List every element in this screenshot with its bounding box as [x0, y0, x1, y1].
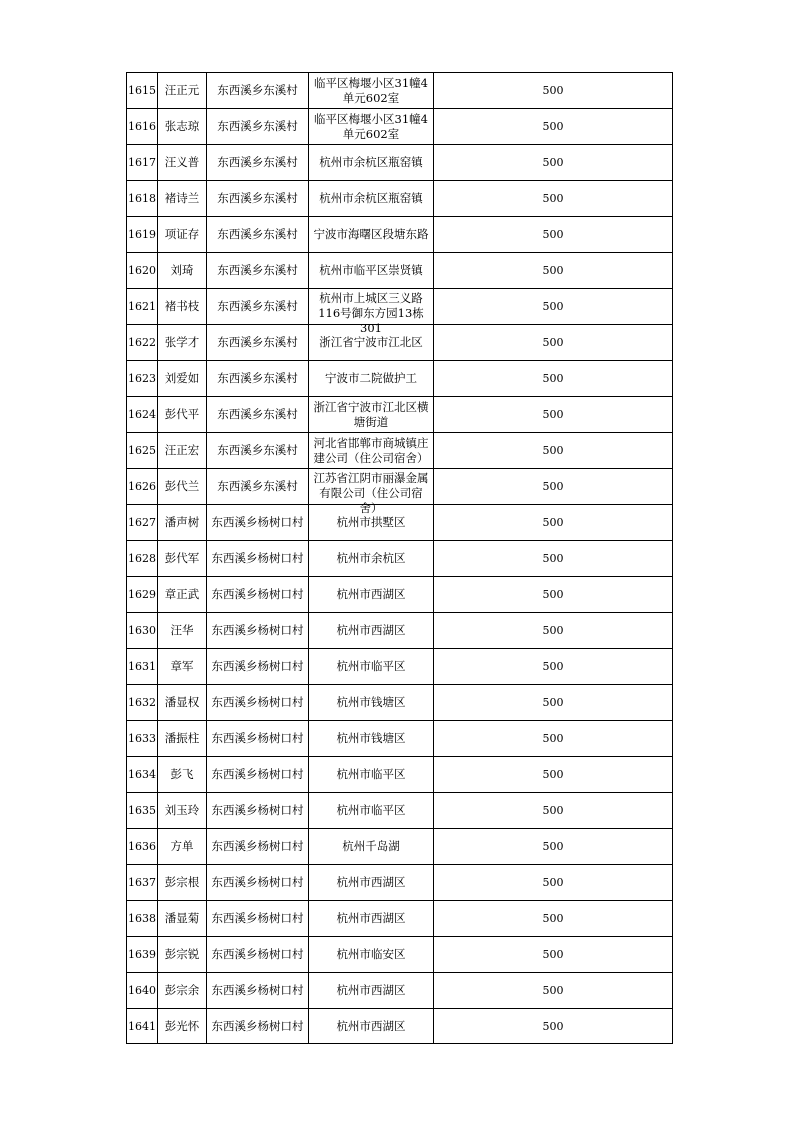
village-cell: 东西溪乡东溪村 [207, 109, 309, 145]
village-cell: 东西溪乡东溪村 [207, 325, 309, 361]
name-cell: 彭代平 [158, 397, 207, 433]
village-cell: 东西溪乡杨树口村 [207, 829, 309, 865]
name-cell: 汪正宏 [158, 433, 207, 469]
row-number-cell: 1628 [127, 541, 158, 577]
row-number-cell: 1640 [127, 973, 158, 1009]
address-text: 杭州市钱塘区 [336, 695, 406, 709]
table-row [127, 685, 673, 721]
row-number-cell: 1622 [127, 325, 158, 361]
row-number-cell: 1635 [127, 793, 158, 829]
table-row [127, 613, 673, 649]
village-cell: 东西溪乡杨树口村 [207, 1009, 309, 1044]
address-text: 杭州市西湖区 [336, 587, 406, 601]
amount-cell: 500 [434, 109, 673, 145]
amount-cell: 500 [434, 505, 673, 541]
row-number-cell: 1617 [127, 145, 158, 181]
name-cell: 汪华 [158, 613, 207, 649]
amount-cell: 500 [434, 937, 673, 973]
row-number-cell: 1634 [127, 757, 158, 793]
village-cell: 东西溪乡东溪村 [207, 361, 309, 397]
village-cell: 东西溪乡东溪村 [207, 289, 309, 325]
address-cell [309, 901, 434, 937]
address-cell [309, 577, 434, 613]
name-cell: 潘显菊 [158, 901, 207, 937]
name-cell: 潘声树 [158, 505, 207, 541]
address-text: 杭州市临平区 [336, 659, 406, 673]
name-cell: 彭宗锐 [158, 937, 207, 973]
row-number-cell: 1632 [127, 685, 158, 721]
address-cell [309, 361, 434, 397]
row-number-cell: 1623 [127, 361, 158, 397]
name-cell: 刘爱如 [158, 361, 207, 397]
amount-cell: 500 [434, 577, 673, 613]
address-cell [309, 253, 434, 289]
name-cell: 张学才 [158, 325, 207, 361]
table-row [127, 433, 673, 469]
name-cell: 彭光怀 [158, 1009, 207, 1044]
amount-cell: 500 [434, 289, 673, 325]
village-cell: 东西溪乡杨树口村 [207, 973, 309, 1009]
village-cell: 东西溪乡杨树口村 [207, 901, 309, 937]
amount-cell: 500 [434, 685, 673, 721]
name-cell: 刘玉玲 [158, 793, 207, 829]
table-row [127, 73, 673, 109]
address-text: 杭州市西湖区 [336, 875, 406, 889]
row-number-cell: 1641 [127, 1009, 158, 1044]
amount-cell: 500 [434, 865, 673, 901]
amount-cell: 500 [434, 613, 673, 649]
address-text: 杭州市临平区崇贤镇 [319, 263, 423, 277]
address-cell [309, 973, 434, 1009]
village-cell: 东西溪乡东溪村 [207, 253, 309, 289]
table-row [127, 937, 673, 973]
row-number-cell: 1631 [127, 649, 158, 685]
address-text: 杭州市钱塘区 [336, 731, 406, 745]
table-row [127, 181, 673, 217]
village-cell: 东西溪乡杨树口村 [207, 577, 309, 613]
address-cell [309, 829, 434, 865]
table-row [127, 361, 673, 397]
name-cell: 汪正元 [158, 73, 207, 109]
name-cell: 项证存 [158, 217, 207, 253]
subsidy-table [126, 72, 673, 1044]
amount-cell: 500 [434, 901, 673, 937]
address-cell [309, 541, 434, 577]
name-cell: 方单 [158, 829, 207, 865]
address-cell [309, 469, 434, 515]
table-row [127, 757, 673, 793]
address-text: 浙江省宁波市江北区横塘街道 [313, 399, 429, 429]
address-text: 杭州市西湖区 [336, 911, 406, 925]
village-cell: 东西溪乡东溪村 [207, 181, 309, 217]
amount-cell: 500 [434, 145, 673, 181]
name-cell: 褚书枝 [158, 289, 207, 325]
address-text: 杭州市西湖区 [336, 623, 406, 637]
row-number-cell: 1638 [127, 901, 158, 937]
amount-cell: 500 [434, 829, 673, 865]
address-text: 杭州市临平区 [336, 803, 406, 817]
name-cell: 彭飞 [158, 757, 207, 793]
amount-cell: 500 [434, 757, 673, 793]
name-cell: 章正武 [158, 577, 207, 613]
row-number-cell: 1618 [127, 181, 158, 217]
row-number-cell: 1637 [127, 865, 158, 901]
village-cell: 东西溪乡杨树口村 [207, 865, 309, 901]
table-row [127, 829, 673, 865]
ledger-sheet [126, 72, 673, 1044]
row-number-cell: 1619 [127, 217, 158, 253]
village-cell: 东西溪乡东溪村 [207, 397, 309, 433]
amount-cell: 500 [434, 793, 673, 829]
amount-cell: 500 [434, 181, 673, 217]
table-body [127, 73, 673, 1044]
amount-cell: 500 [434, 649, 673, 685]
address-text: 杭州市临安区 [336, 947, 406, 961]
address-text: 杭州千岛湖 [342, 839, 400, 853]
address-cell [309, 793, 434, 829]
table-row [127, 217, 673, 253]
village-cell: 东西溪乡杨树口村 [207, 757, 309, 793]
address-cell [309, 397, 434, 433]
row-number-cell: 1630 [127, 613, 158, 649]
row-number-cell: 1616 [127, 109, 158, 145]
name-cell: 彭宗根 [158, 865, 207, 901]
address-text: 浙江省宁波市江北区 [319, 335, 423, 349]
name-cell: 汪义普 [158, 145, 207, 181]
name-cell: 彭代军 [158, 541, 207, 577]
address-cell [309, 217, 434, 253]
amount-cell: 500 [434, 541, 673, 577]
amount-cell: 500 [434, 721, 673, 757]
village-cell: 东西溪乡东溪村 [207, 469, 309, 505]
table-row [127, 649, 673, 685]
village-cell: 东西溪乡东溪村 [207, 73, 309, 109]
amount-cell: 500 [434, 253, 673, 289]
address-text: 宁波市二院做护工 [325, 371, 417, 385]
address-cell [309, 649, 434, 685]
address-text: 杭州市拱墅区 [336, 515, 406, 529]
village-cell: 东西溪乡东溪村 [207, 433, 309, 469]
name-cell: 彭宗余 [158, 973, 207, 1009]
row-number-cell: 1624 [127, 397, 158, 433]
name-cell: 章军 [158, 649, 207, 685]
address-text: 临平区梅堰小区31幢4单元602室 [314, 75, 428, 105]
address-text: 江苏省江阴市丽瀑金属有限公司（住公司宿舍） [313, 470, 429, 515]
row-number-cell: 1633 [127, 721, 158, 757]
village-cell: 东西溪乡杨树口村 [207, 541, 309, 577]
name-cell: 张志琼 [158, 109, 207, 145]
amount-cell: 500 [434, 973, 673, 1009]
amount-cell: 500 [434, 469, 673, 505]
village-cell: 东西溪乡东溪村 [207, 145, 309, 181]
address-cell [309, 685, 434, 721]
table-row [127, 577, 673, 613]
row-number-cell: 1627 [127, 505, 158, 541]
address-text: 杭州市临平区 [336, 767, 406, 781]
table-row [127, 253, 673, 289]
table-row [127, 541, 673, 577]
address-cell [309, 145, 434, 181]
amount-cell: 500 [434, 217, 673, 253]
village-cell: 东西溪乡东溪村 [207, 217, 309, 253]
table-row [127, 289, 673, 325]
village-cell: 东西溪乡杨树口村 [207, 937, 309, 973]
address-cell [309, 73, 434, 109]
amount-cell: 500 [434, 1009, 673, 1044]
table-row [127, 901, 673, 937]
table-row [127, 505, 673, 541]
amount-cell: 500 [434, 397, 673, 433]
amount-cell: 500 [434, 73, 673, 109]
address-cell [309, 109, 434, 145]
amount-cell: 500 [434, 361, 673, 397]
row-number-cell: 1636 [127, 829, 158, 865]
table-row [127, 397, 673, 433]
name-cell: 刘琦 [158, 253, 207, 289]
row-number-cell: 1615 [127, 73, 158, 109]
address-text: 杭州市余杭区瓶窑镇 [319, 191, 423, 205]
village-cell: 东西溪乡杨树口村 [207, 793, 309, 829]
address-text: 河北省邯郸市商城镇庄建公司（住公司宿舍） [313, 435, 429, 465]
address-text: 杭州市西湖区 [336, 1018, 406, 1033]
address-text: 临平区梅堰小区31幢4单元602室 [314, 111, 428, 141]
table-row [127, 145, 673, 181]
address-cell [309, 865, 434, 901]
village-cell: 东西溪乡杨树口村 [207, 649, 309, 685]
address-cell [309, 433, 434, 469]
address-cell [309, 181, 434, 217]
row-number-cell: 1626 [127, 469, 158, 505]
row-number-cell: 1621 [127, 289, 158, 325]
address-cell [309, 613, 434, 649]
name-cell: 彭代兰 [158, 469, 207, 505]
address-cell [309, 1009, 434, 1044]
table-row [127, 325, 673, 361]
table-row [127, 469, 673, 505]
table-row [127, 721, 673, 757]
table-row [127, 973, 673, 1009]
table-row [127, 793, 673, 829]
address-text: 杭州市西湖区 [336, 983, 406, 997]
row-number-cell: 1625 [127, 433, 158, 469]
name-cell: 潘振柱 [158, 721, 207, 757]
name-cell: 潘显权 [158, 685, 207, 721]
village-cell: 东西溪乡杨树口村 [207, 505, 309, 541]
table-row [127, 1009, 673, 1044]
row-number-cell: 1629 [127, 577, 158, 613]
name-cell: 褚诗兰 [158, 181, 207, 217]
row-number-cell: 1620 [127, 253, 158, 289]
address-text: 杭州市余杭区瓶窑镇 [319, 155, 423, 169]
address-text: 杭州市上城区三义路116号御东方园13栋301 [318, 290, 424, 335]
table-row [127, 865, 673, 901]
table-row [127, 109, 673, 145]
address-text: 杭州市余杭区 [336, 551, 406, 565]
address-cell [309, 289, 434, 335]
village-cell: 东西溪乡杨树口村 [207, 685, 309, 721]
village-cell: 东西溪乡杨树口村 [207, 613, 309, 649]
address-text: 宁波市海曙区段塘东路 [313, 227, 429, 241]
amount-cell: 500 [434, 433, 673, 469]
address-cell [309, 721, 434, 757]
address-cell [309, 757, 434, 793]
address-cell [309, 937, 434, 973]
amount-cell: 500 [434, 325, 673, 361]
row-number-cell: 1639 [127, 937, 158, 973]
village-cell: 东西溪乡杨树口村 [207, 721, 309, 757]
